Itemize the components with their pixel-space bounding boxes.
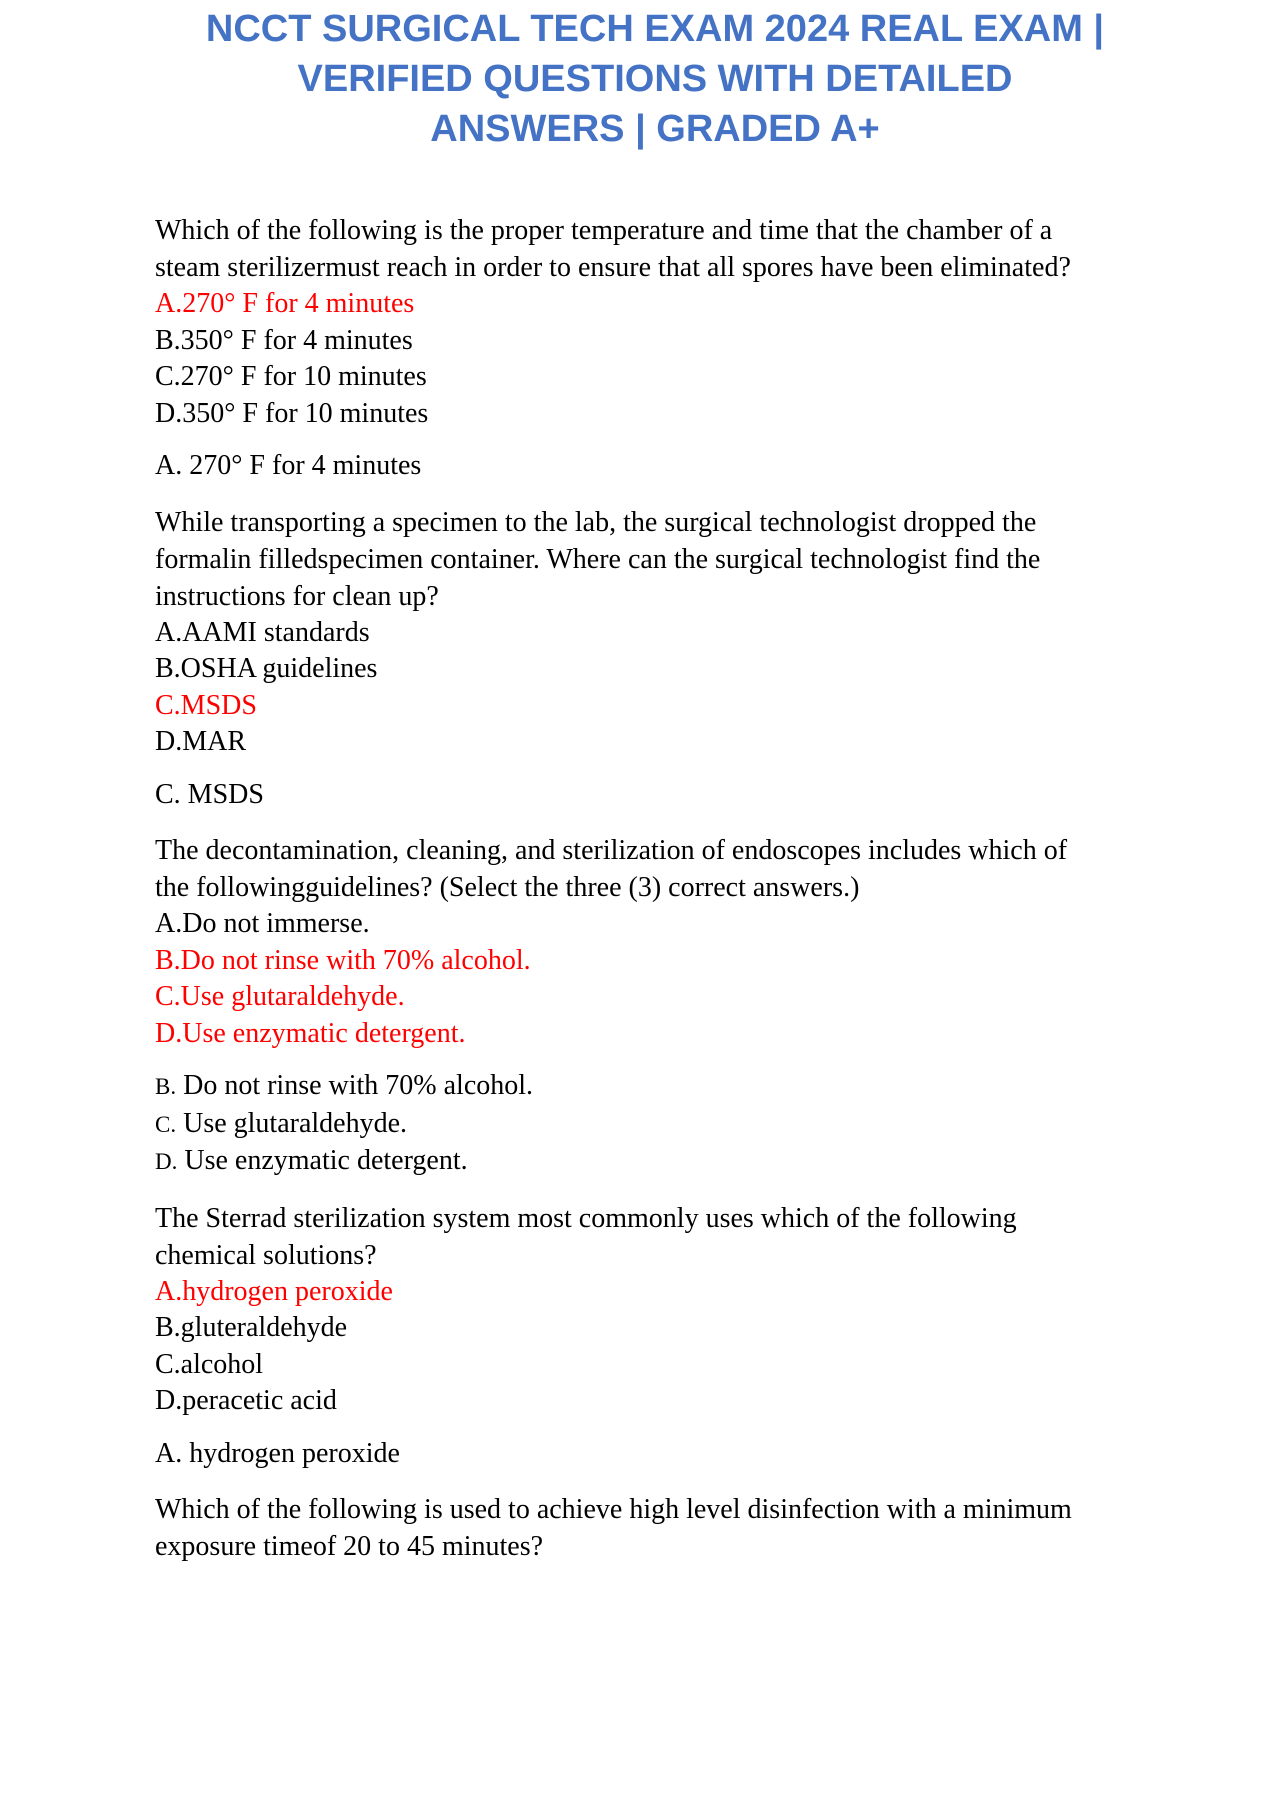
question-line: While transporting a specimen to the lab, the surgical technologist dropped the <box>155 506 1037 538</box>
title-line: NCCT SURGICAL TECH EXAM 2024 REAL EXAM | <box>205 8 1105 50</box>
question-text <box>155 504 1155 615</box>
answer-item-text: Do not rinse with 70% alcohol. <box>176 1070 534 1101</box>
question-line: steam sterilizermust reach in order to ensure that all spores have been eliminated? <box>155 252 1071 283</box>
question-text <box>155 832 1155 906</box>
option-a: A.AAMI standards <box>155 616 370 648</box>
question-line: chemical solutions? <box>155 1239 377 1271</box>
option-b: B.Do not rinse with 70% alcohol. <box>155 944 531 976</box>
question-text <box>155 1200 1155 1274</box>
question-block-3 <box>155 832 1155 1181</box>
option-b: B.OSHA guidelines <box>155 653 378 684</box>
question-block-4 <box>155 1200 1155 1473</box>
question-line: Which of the following is the proper temperature and time that the chamber of a <box>155 215 1053 246</box>
question-line: The Sterrad sterilization system most commonly uses which of the following <box>155 1202 1017 1234</box>
option-d: D.Use enzymatic detergent. <box>155 1017 466 1049</box>
question-line: exposure timeof 20 to 45 minutes? <box>155 1531 544 1562</box>
question-line: formalin filledspecimen container. Where can the surgical technologist find the <box>155 543 1041 575</box>
question-block-2 <box>155 504 1155 814</box>
option-c: C.270° F for 10 minutes <box>155 361 427 392</box>
option-a: A.Do not immerse. <box>155 908 370 939</box>
options-list <box>155 1274 1155 1420</box>
options-list <box>155 906 1155 1052</box>
answer-item-text: Use enzymatic detergent. <box>177 1145 468 1176</box>
answer-letter: B. <box>155 1074 177 1099</box>
option-d: D.MAR <box>155 726 247 757</box>
title-line: ANSWERS | GRADED A+ <box>430 108 880 150</box>
question-block-5 <box>155 1491 1155 1565</box>
option-d: D.350° F for 10 minutes <box>155 397 429 429</box>
answer-item <box>155 1106 1155 1144</box>
option-c: C.Use glutaraldehyde. <box>155 981 405 1012</box>
question-line: the followingguidelines? (Select the three (3) correct answers.) <box>155 872 860 903</box>
answer-text: C. MSDS <box>155 778 264 810</box>
answer-item <box>155 1143 1155 1181</box>
question-line: The decontamination, cleaning, and sterilization of endoscopes includes which of <box>155 835 1068 866</box>
options-list <box>155 615 1155 761</box>
question-block-1 <box>155 212 1155 485</box>
answer-item <box>155 1068 1155 1106</box>
option-a: A.hydrogen peroxide <box>155 1275 393 1307</box>
question-line: Which of the following is used to achieve high level disinfection with a minimum <box>155 1494 1072 1525</box>
option-a: A.270° F for 4 minutes <box>155 288 415 319</box>
option-c: C.alcohol <box>155 1348 264 1380</box>
answer-list <box>155 1068 1155 1181</box>
options-list <box>155 286 1155 432</box>
document-title <box>150 4 1160 154</box>
answer-letter: C. <box>155 1111 177 1137</box>
question-text <box>155 212 1155 286</box>
option-d: D.peracetic acid <box>155 1385 337 1416</box>
option-b: B.350° F for 4 minutes <box>155 324 413 356</box>
title-line: VERIFIED QUESTIONS WITH DETAILED <box>297 58 1013 100</box>
question-line: instructions for clean up? <box>155 580 439 612</box>
answer-letter: D. <box>155 1149 178 1174</box>
exam-content <box>155 212 1155 1565</box>
answer-item-text: Use glutaraldehyde. <box>176 1107 408 1139</box>
option-b: B.gluteraldehyde <box>155 1312 348 1343</box>
answer-text: A. hydrogen peroxide <box>155 1437 400 1469</box>
option-c: C.MSDS <box>155 689 257 721</box>
answer-text: A. 270° F for 4 minutes <box>155 450 422 481</box>
question-text <box>155 1491 1155 1565</box>
